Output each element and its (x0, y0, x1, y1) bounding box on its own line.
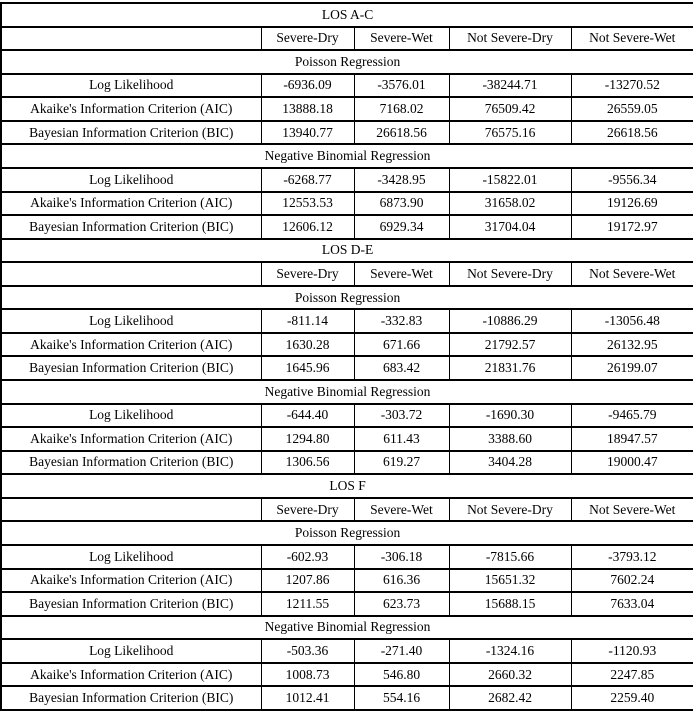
column-header-row (1, 27, 693, 51)
value-cell: -1120.93 (571, 639, 693, 663)
value-cell: -306.18 (354, 545, 449, 569)
value-cell: 611.43 (354, 427, 449, 451)
value-cell: 19000.47 (571, 451, 693, 475)
value-cell: 18947.57 (571, 427, 693, 451)
value-cell: 31658.02 (449, 192, 571, 216)
column-header: Not Severe-Dry (449, 27, 571, 51)
row-label: Akaike's Information Criterion (AIC) (1, 333, 261, 357)
value-cell: -332.83 (354, 309, 449, 333)
value-cell: 21831.76 (449, 356, 571, 380)
value-cell: 15688.15 (449, 592, 571, 616)
row-label-header (1, 262, 261, 286)
value-cell: 6873.90 (354, 192, 449, 216)
value-cell: 554.16 (354, 686, 449, 710)
value-cell: 76509.42 (449, 97, 571, 121)
value-cell: 616.36 (354, 569, 449, 593)
row-label: Log Likelihood (1, 309, 261, 333)
value-cell: -271.40 (354, 639, 449, 663)
subsection-title-row (1, 286, 693, 310)
value-cell: 1012.41 (261, 686, 354, 710)
subsection-title-row (1, 144, 693, 168)
value-cell: 26618.56 (354, 121, 449, 145)
data-row (1, 168, 693, 192)
value-cell: 1211.55 (261, 592, 354, 616)
value-cell: 76575.16 (449, 121, 571, 145)
subsection-title: Negative Binomial Regression (1, 380, 693, 404)
data-row (1, 663, 693, 687)
row-label: Akaike's Information Criterion (AIC) (1, 569, 261, 593)
row-label: Bayesian Information Criterion (BIC) (1, 215, 261, 239)
value-cell: 1008.73 (261, 663, 354, 687)
value-cell: 15651.32 (449, 569, 571, 593)
row-label-header (1, 27, 261, 51)
value-cell: -7815.66 (449, 545, 571, 569)
value-cell: -503.36 (261, 639, 354, 663)
subsection-title-row (1, 50, 693, 74)
data-row (1, 309, 693, 333)
value-cell: -1690.30 (449, 404, 571, 428)
value-cell: 12606.12 (261, 215, 354, 239)
subsection-title: Poisson Regression (1, 286, 693, 310)
value-cell: -13056.48 (571, 309, 693, 333)
row-label: Log Likelihood (1, 639, 261, 663)
data-row (1, 74, 693, 98)
value-cell: 2247.85 (571, 663, 693, 687)
value-cell: -811.14 (261, 309, 354, 333)
value-cell: 19126.69 (571, 192, 693, 216)
value-cell: 13940.77 (261, 121, 354, 145)
value-cell: -6936.09 (261, 74, 354, 98)
value-cell: -15822.01 (449, 168, 571, 192)
row-label: Log Likelihood (1, 545, 261, 569)
subsection-title: Negative Binomial Regression (1, 616, 693, 640)
value-cell: -9556.34 (571, 168, 693, 192)
section-title: LOS A-C (1, 3, 693, 27)
value-cell: 6929.34 (354, 215, 449, 239)
column-header: Not Severe-Wet (571, 27, 693, 51)
value-cell: 3404.28 (449, 451, 571, 475)
column-header: Severe-Dry (261, 27, 354, 51)
data-row (1, 686, 693, 710)
section-title: LOS F (1, 474, 693, 498)
data-row (1, 356, 693, 380)
column-header: Severe-Dry (261, 498, 354, 522)
value-cell: 19172.97 (571, 215, 693, 239)
value-cell: -6268.77 (261, 168, 354, 192)
row-label: Akaike's Information Criterion (AIC) (1, 192, 261, 216)
value-cell: -3428.95 (354, 168, 449, 192)
value-cell: 12553.53 (261, 192, 354, 216)
column-header-row (1, 262, 693, 286)
column-header: Not Severe-Wet (571, 262, 693, 286)
row-label: Log Likelihood (1, 74, 261, 98)
data-row (1, 192, 693, 216)
value-cell: -3576.01 (354, 74, 449, 98)
value-cell: 7168.02 (354, 97, 449, 121)
value-cell: -3793.12 (571, 545, 693, 569)
value-cell: 2682.42 (449, 686, 571, 710)
regression-model-comparison-table (0, 2, 693, 711)
row-label: Bayesian Information Criterion (BIC) (1, 686, 261, 710)
value-cell: 7633.04 (571, 592, 693, 616)
value-cell: 623.73 (354, 592, 449, 616)
data-row (1, 121, 693, 145)
value-cell: 671.66 (354, 333, 449, 357)
data-row (1, 451, 693, 475)
section-title-row (1, 3, 693, 27)
value-cell: 26132.95 (571, 333, 693, 357)
value-cell: 1294.80 (261, 427, 354, 451)
column-header: Not Severe-Dry (449, 262, 571, 286)
value-cell: 26199.07 (571, 356, 693, 380)
value-cell: 1207.86 (261, 569, 354, 593)
value-cell: -644.40 (261, 404, 354, 428)
data-row (1, 404, 693, 428)
data-row (1, 569, 693, 593)
value-cell: -303.72 (354, 404, 449, 428)
row-label: Akaike's Information Criterion (AIC) (1, 97, 261, 121)
data-row (1, 592, 693, 616)
subsection-title-row (1, 521, 693, 545)
column-header: Not Severe-Wet (571, 498, 693, 522)
subsection-title: Negative Binomial Regression (1, 144, 693, 168)
value-cell: 1306.56 (261, 451, 354, 475)
column-header: Severe-Wet (354, 27, 449, 51)
value-cell: 546.80 (354, 663, 449, 687)
data-row (1, 333, 693, 357)
table-body (1, 3, 693, 710)
data-row (1, 97, 693, 121)
data-row (1, 215, 693, 239)
value-cell: 1630.28 (261, 333, 354, 357)
subsection-title: Poisson Regression (1, 521, 693, 545)
subsection-title: Poisson Regression (1, 50, 693, 74)
data-row (1, 427, 693, 451)
value-cell: -10886.29 (449, 309, 571, 333)
value-cell: 26559.05 (571, 97, 693, 121)
section-title-row (1, 239, 693, 263)
value-cell: 3388.60 (449, 427, 571, 451)
subsection-title-row (1, 380, 693, 404)
value-cell: 619.27 (354, 451, 449, 475)
value-cell: 7602.24 (571, 569, 693, 593)
row-label: Akaike's Information Criterion (AIC) (1, 663, 261, 687)
row-label: Bayesian Information Criterion (BIC) (1, 592, 261, 616)
section-title: LOS D-E (1, 239, 693, 263)
value-cell: -602.93 (261, 545, 354, 569)
value-cell: 1645.96 (261, 356, 354, 380)
row-label: Log Likelihood (1, 404, 261, 428)
column-header: Severe-Dry (261, 262, 354, 286)
row-label: Bayesian Information Criterion (BIC) (1, 121, 261, 145)
row-label: Akaike's Information Criterion (AIC) (1, 427, 261, 451)
subsection-title-row (1, 616, 693, 640)
value-cell: 2259.40 (571, 686, 693, 710)
value-cell: 21792.57 (449, 333, 571, 357)
column-header: Not Severe-Dry (449, 498, 571, 522)
value-cell: -1324.16 (449, 639, 571, 663)
column-header: Severe-Wet (354, 262, 449, 286)
data-row (1, 545, 693, 569)
data-row (1, 639, 693, 663)
column-header: Severe-Wet (354, 498, 449, 522)
value-cell: 26618.56 (571, 121, 693, 145)
row-label: Bayesian Information Criterion (BIC) (1, 451, 261, 475)
value-cell: 2660.32 (449, 663, 571, 687)
value-cell: -13270.52 (571, 74, 693, 98)
row-label-header (1, 498, 261, 522)
value-cell: -9465.79 (571, 404, 693, 428)
row-label: Log Likelihood (1, 168, 261, 192)
column-header-row (1, 498, 693, 522)
value-cell: 13888.18 (261, 97, 354, 121)
value-cell: 31704.04 (449, 215, 571, 239)
row-label: Bayesian Information Criterion (BIC) (1, 356, 261, 380)
section-title-row (1, 474, 693, 498)
value-cell: -38244.71 (449, 74, 571, 98)
value-cell: 683.42 (354, 356, 449, 380)
